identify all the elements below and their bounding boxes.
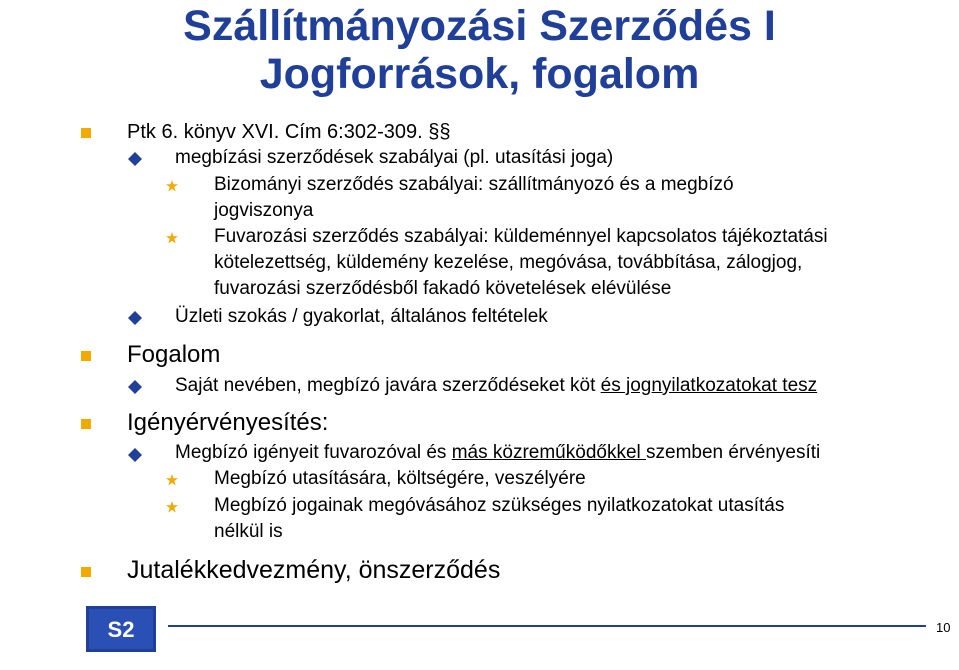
bullet-igeny: Igényérvényesítés: — [127, 409, 329, 436]
bullet-megbizo-text-c: szemben érvényesíti — [646, 442, 821, 463]
company-logo-icon — [86, 606, 156, 652]
bullet-sajat — [175, 374, 817, 398]
bullet-megbizo-underlined: más közreműködőkkel — [451, 442, 647, 463]
page-number: 10 — [936, 620, 951, 635]
bullet-jogainak-line-1: Megbízó jogainak megóvásához szükséges nyilatkozatokat utasítás — [214, 495, 785, 516]
diamond-bullet-icon — [128, 448, 142, 462]
title-line-1: Szállítmányozási Szerződés I — [183, 2, 776, 50]
bullet-bizomanyi-line-1: Bizományi szerződés szabályai: szállítmányozó és a megbízó — [214, 174, 734, 195]
bullet-fogalom: Fogalom — [127, 341, 221, 368]
bullet-fuvarozasi-line-3: fuvarozási szerződésből fakadó követelések elévülése — [214, 278, 672, 299]
bullet-uzleti: Üzleti szokás / gyakorlat, általános feltételek — [175, 306, 548, 327]
bullet-megbizo-igenyeit — [175, 441, 820, 465]
star-bullet-icon — [166, 180, 178, 192]
bullet-megbizasi: megbízási szerződések szabályai (pl. utasítási joga) — [175, 147, 614, 168]
diamond-bullet-icon — [128, 152, 142, 166]
bullet-utasitas: Megbízó utasítására, költségére, veszélyére — [214, 468, 586, 489]
star-bullet-icon — [166, 501, 178, 513]
logo-text: S2 — [107, 617, 135, 642]
bullet-jutalek: Jutalékkedvezmény, önszerződés — [127, 556, 501, 584]
bullet-bizomanyi-line-2: jogviszonya — [214, 200, 314, 221]
bullet-jogainak-line-2: nélkül is — [214, 521, 283, 542]
title-line-2: Jogforrások, fogalom — [259, 50, 700, 98]
diamond-bullet-icon — [128, 311, 142, 325]
square-bullet-icon — [81, 128, 91, 138]
bullet-fuvarozasi-line-1: Fuvarozási szerződés szabályai: küldeménnyel kapcsolatos tájékoztatási — [214, 226, 828, 247]
bullet-megbizo-text-a: Megbízó igényeit fuvarozóval és — [175, 442, 452, 463]
star-bullet-icon — [166, 232, 178, 244]
bullet-fuvarozasi-line-2: kötelezettség, küldemény kezelése, megóvása, továbbítása, zálogjog, — [214, 252, 803, 273]
bullet-sajat-underlined: és jognyilatkozatokat tesz — [600, 375, 818, 396]
bullet-sajat-text: Saját nevében, megbízó javára szerződéseket köt — [175, 375, 601, 396]
star-bullet-icon — [166, 474, 178, 486]
footer-divider — [168, 625, 926, 627]
bullet-ptk: Ptk 6. könyv XVI. Cím 6:302-309. §§ — [127, 121, 451, 143]
square-bullet-icon — [81, 351, 91, 361]
square-bullet-icon — [81, 567, 91, 577]
diamond-bullet-icon — [128, 380, 142, 394]
square-bullet-icon — [81, 419, 91, 429]
